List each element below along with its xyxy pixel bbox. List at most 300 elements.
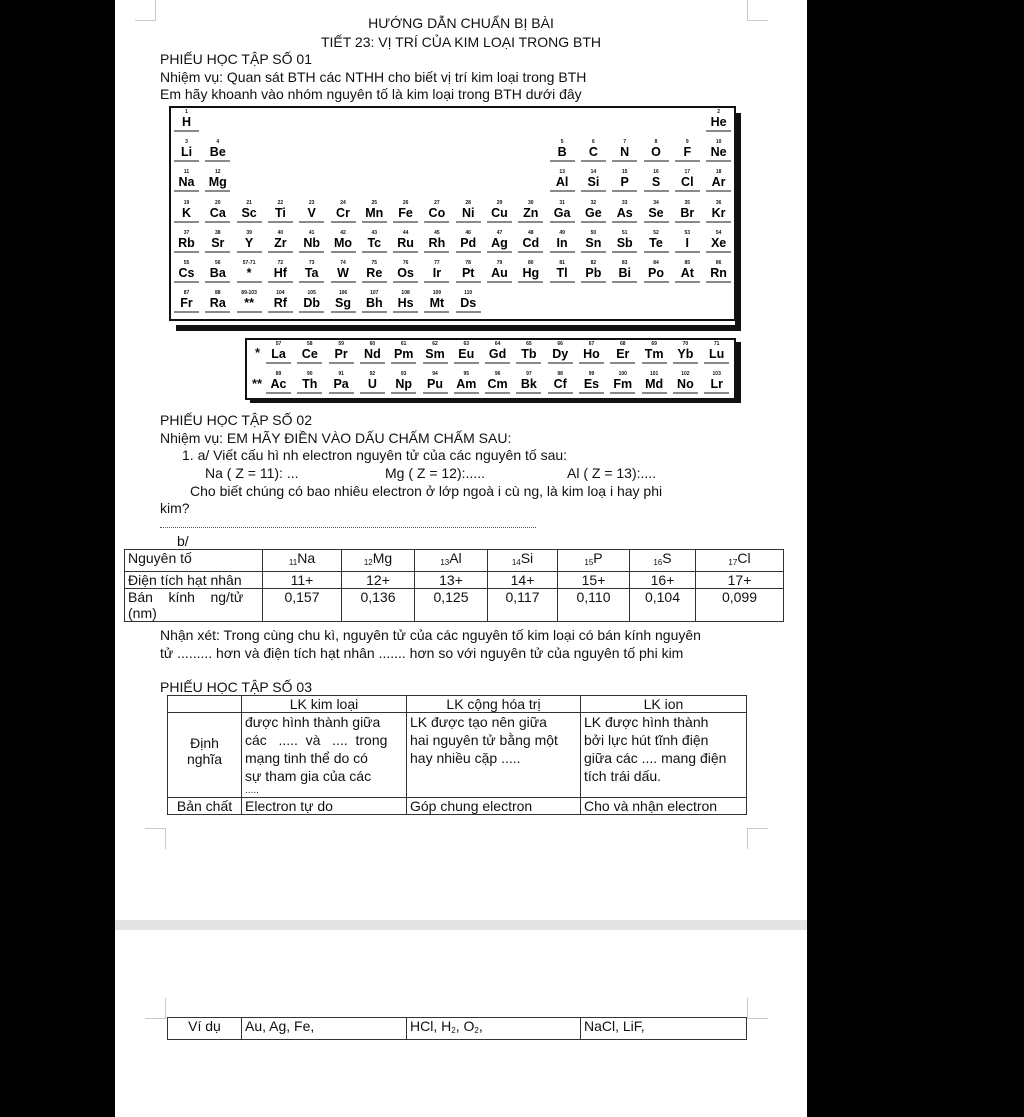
- atomic-number: 37: [183, 229, 190, 236]
- atomic-number: 9: [685, 139, 689, 146]
- atomic-number: 35: [684, 199, 691, 206]
- element-symbol: Hf: [273, 266, 287, 280]
- element-symbol: Bk: [520, 377, 537, 391]
- atomic-number: 89: [275, 371, 282, 377]
- element-symbol: Hg: [522, 266, 540, 280]
- table-row: [168, 798, 747, 815]
- element-symbol: Er: [616, 347, 630, 361]
- col-header-covalent: LK cộng hóa trị: [407, 696, 581, 713]
- atomic-number: 5: [560, 139, 564, 146]
- example-covalent-cell: [407, 1018, 581, 1040]
- periodic-table: [171, 108, 741, 332]
- element-symbol: Tc: [367, 235, 382, 250]
- crop-mark: [145, 998, 166, 1019]
- atomic-number: 100: [618, 371, 627, 377]
- atomic-number: 87: [183, 290, 190, 297]
- element-symbol: Sc: [241, 205, 257, 220]
- element-symbol: Os: [397, 266, 414, 280]
- element-symbol: O: [651, 145, 661, 160]
- atomic-number: 57-71: [242, 260, 256, 266]
- element-symbol: Kr: [711, 205, 726, 220]
- element-symbol: Cd: [522, 235, 540, 250]
- atomic-number: 72: [277, 260, 284, 266]
- element-symbol: Ti: [274, 205, 286, 220]
- atomic-number: 61: [400, 341, 407, 347]
- atomic-number: 55: [183, 260, 190, 266]
- sheet2-q1a: 1. a/ Viết cấu hì nh electron nguyên tử của các nguyên tố sau:: [182, 447, 568, 463]
- atomic-number: 38: [215, 229, 221, 236]
- charge-cell: 14+: [488, 572, 558, 589]
- sheet2-remark: Nhận xét: Trong cùng chu kì, nguyên tử của các nguyên tố kim loại có bán kính nguyên: [160, 627, 701, 643]
- f-block-table: [245, 338, 741, 404]
- atomic-number: 17: [684, 169, 691, 176]
- formula-text: HCl, H: [410, 1018, 452, 1034]
- col-header-ionic: LK ion: [581, 696, 747, 713]
- element-symbol: Cf: [553, 377, 567, 391]
- atomic-number: 95: [463, 371, 470, 377]
- element-symbol: Co: [428, 205, 446, 220]
- element-cell: [488, 550, 558, 572]
- atomic-number: 29: [496, 199, 503, 206]
- atomic-number: 8: [654, 139, 658, 146]
- formula-subscript: 2: [474, 1026, 479, 1035]
- atomic-number: 15: [621, 169, 628, 176]
- atomic-number: 17: [728, 558, 738, 567]
- element-symbol: *: [246, 266, 252, 280]
- table-shadow: [176, 325, 741, 331]
- element-symbol: Eu: [458, 347, 475, 361]
- sheet1-heading: PHIẾU HỌC TẬP SỐ 01: [160, 51, 312, 67]
- atomic-number: 91: [338, 371, 344, 377]
- element-symbol: Pa: [333, 377, 349, 391]
- atomic-number: 66: [557, 341, 563, 347]
- formula-subscript: 2: [451, 1026, 456, 1035]
- sheet2-remark-2: tử ......... hơn và điện tích hạt nhân ....... hơn so với nguyên tử của nguyên tố phi kim: [160, 645, 684, 661]
- atomic-number: 88: [215, 290, 221, 297]
- element-symbol: Fe: [398, 205, 413, 220]
- sheet2-mg: Mg ( Z = 12):.....: [385, 465, 485, 481]
- element-symbol: Bi: [618, 266, 631, 280]
- formula-text: , O: [455, 1018, 475, 1034]
- atomic-number: 104: [276, 290, 285, 297]
- element-cell: [696, 550, 784, 572]
- example-ionic-cell: NaCl, LiF,: [581, 1018, 747, 1040]
- element-symbol: Zn: [523, 205, 539, 220]
- element-symbol: F: [683, 145, 692, 160]
- cell-line: hay nhiều cặp .....: [410, 750, 521, 766]
- atomic-number: 86: [715, 260, 722, 266]
- atomic-number: 71: [713, 341, 720, 347]
- table-header-cell: Nguyên tố: [125, 550, 263, 572]
- cell-line: giữa các .... mang điện: [584, 750, 727, 766]
- atomic-number: 63: [463, 341, 470, 347]
- element-symbol: Xe: [710, 235, 727, 250]
- charge-cell: 17+: [696, 572, 784, 589]
- element-symbol: Rn: [710, 266, 727, 280]
- radius-cell: 0,110: [558, 589, 630, 622]
- element-symbol: No: [677, 377, 694, 391]
- atomic-number: 43: [371, 229, 378, 236]
- element-symbol: Nb: [303, 235, 321, 250]
- atomic-number: 69: [651, 341, 657, 347]
- atomic-number: 78: [465, 260, 471, 266]
- atomic-number: 22: [277, 199, 284, 206]
- doc-title: HƯỚNG DẪN CHUẨN BỊ BÀI: [368, 15, 554, 31]
- atomic-number: 52: [653, 229, 659, 236]
- atomic-number: 54: [715, 229, 722, 236]
- element-symbol: As: [616, 205, 633, 220]
- table-row: [125, 572, 784, 589]
- atomic-number: 53: [684, 229, 691, 236]
- atomic-number: 64: [494, 341, 501, 347]
- charge-cell: 13+: [415, 572, 488, 589]
- element-symbol: H: [181, 115, 192, 129]
- cell-line: được hình thành giữa: [245, 714, 381, 730]
- element-symbol: N: [620, 145, 630, 160]
- atomic-number: 65: [526, 341, 532, 347]
- atomic-number: 30: [528, 199, 534, 206]
- document-page-1: [115, 0, 807, 920]
- element-cell: [415, 550, 488, 572]
- element-symbol: Ds: [460, 296, 477, 311]
- element-symbol: Al: [555, 175, 569, 190]
- radius-table: [124, 549, 784, 622]
- atomic-number: 4: [216, 139, 220, 146]
- atomic-number: 42: [340, 229, 346, 236]
- atomic-number: 97: [526, 371, 532, 377]
- element-symbol: Db: [303, 296, 321, 311]
- atomic-number: 12: [215, 169, 221, 176]
- page-gap: [115, 920, 807, 930]
- nature-covalent-cell: Góp chung electron: [407, 798, 581, 815]
- element-symbol: Cr: [336, 205, 350, 220]
- cell-line: LK được tạo nên giữa: [410, 714, 547, 730]
- element-symbol: Md: [645, 377, 664, 391]
- atomic-number: 60: [369, 341, 376, 347]
- element-symbol: Ru: [397, 235, 414, 250]
- element-symbol: Tl: [556, 266, 568, 280]
- element-symbol: Tm: [644, 347, 664, 361]
- atomic-number: 56: [215, 260, 221, 266]
- element-symbol: Dy: [552, 347, 569, 361]
- table-border: [169, 106, 736, 321]
- element-symbol: Po: [648, 266, 664, 280]
- element-symbol: Ir: [432, 266, 442, 280]
- element-symbol: Pb: [585, 266, 602, 280]
- element-symbol: Ac: [270, 377, 287, 391]
- element-symbol: Mg: [372, 550, 393, 566]
- atomic-number: 2: [717, 109, 720, 115]
- element-symbol: Pm: [393, 347, 414, 361]
- atomic-number: 109: [432, 290, 442, 297]
- atomic-number: 101: [649, 371, 659, 377]
- atomic-number: 51: [621, 229, 628, 236]
- bond-table-continued: [167, 1017, 747, 1040]
- atomic-number: 89-103: [241, 290, 257, 297]
- formula-text: ,: [478, 1018, 483, 1034]
- cell-line: bởi lực hút tĩnh điện: [584, 732, 709, 748]
- element-symbol: Si: [520, 550, 534, 566]
- radius-cell: 0,125: [415, 589, 488, 622]
- atomic-number: 81: [559, 260, 565, 266]
- element-symbol: Fr: [180, 296, 193, 311]
- bond-table: [167, 695, 747, 815]
- sheet2-q1a-cont-2: kim?: [160, 500, 190, 516]
- atomic-number: 75: [371, 260, 378, 266]
- element-symbol: Cl: [737, 550, 751, 566]
- element-symbol: Rb: [178, 235, 195, 250]
- element-symbol: P: [620, 175, 629, 190]
- element-symbol: Ca: [209, 205, 226, 220]
- element-symbol: Ga: [553, 205, 571, 220]
- table-row: [168, 696, 747, 713]
- element-symbol: P: [593, 550, 603, 566]
- element-symbol: **: [244, 296, 254, 311]
- atomic-number: 84: [653, 260, 659, 266]
- element-symbol: Gd: [488, 347, 507, 361]
- element-symbol: Ba: [209, 266, 226, 280]
- element-symbol: Li: [180, 145, 193, 160]
- element-symbol: S: [651, 175, 661, 190]
- atomic-number: 92: [369, 371, 376, 377]
- sheet2-na: Na ( Z = 11): ...: [205, 465, 299, 481]
- row-label: [125, 589, 263, 622]
- radius-cell: 0,104: [630, 589, 696, 622]
- element-symbol: Ta: [304, 266, 319, 280]
- atomic-number: 50: [590, 229, 597, 236]
- doc-subtitle: TIẾT 23: VỊ TRÍ CỦA KIM LOẠI TRONG BTH: [320, 34, 602, 50]
- atomic-number: 27: [434, 199, 440, 206]
- row-label: Ví dụ: [168, 1018, 242, 1040]
- crop-mark: [747, 998, 768, 1019]
- atomic-number: 73: [308, 260, 315, 266]
- atomic-number: 99: [588, 371, 595, 377]
- atomic-number: 47: [496, 229, 503, 236]
- element-symbol: Rh: [428, 235, 446, 250]
- atomic-number: 13: [440, 558, 450, 567]
- sheet2-al: Al ( Z = 13):....: [567, 465, 657, 481]
- atomic-number: 96: [494, 371, 501, 377]
- element-symbol: Np: [395, 377, 413, 391]
- cell-line: tích trái dấu.: [584, 768, 662, 784]
- atomic-number: 46: [465, 229, 471, 236]
- atomic-number: 79: [496, 260, 503, 266]
- element-symbol: Fm: [613, 377, 633, 391]
- charge-cell: 16+: [630, 572, 696, 589]
- atomic-number: 40: [277, 229, 284, 236]
- atomic-number: 1: [185, 109, 188, 115]
- atomic-number: 3: [185, 139, 188, 146]
- atomic-number: 7: [623, 139, 627, 146]
- atomic-number: 20: [215, 199, 221, 206]
- col-header-metal: LK kim loại: [242, 696, 407, 713]
- atomic-number: 90: [307, 371, 313, 377]
- element-symbol: S: [662, 550, 672, 566]
- element-symbol: Re: [366, 266, 383, 280]
- element-symbol: Au: [491, 266, 508, 280]
- atomic-number: 39: [246, 229, 252, 236]
- table-shadow: [736, 342, 741, 403]
- element-symbol: Cs: [178, 266, 195, 280]
- atomic-number: 105: [307, 290, 316, 297]
- element-symbol: V: [307, 205, 316, 220]
- element-symbol: Lr: [710, 377, 723, 391]
- element-symbol: I: [685, 235, 690, 250]
- element-symbol: Mt: [429, 296, 445, 311]
- element-symbol: Nd: [364, 347, 381, 361]
- atomic-number: 110: [464, 290, 473, 297]
- atomic-number: 26: [402, 199, 409, 206]
- atomic-number: 70: [682, 341, 689, 347]
- element-symbol: Yb: [677, 347, 694, 361]
- element-symbol: C: [588, 145, 598, 160]
- atomic-number: 16: [653, 558, 663, 567]
- cell-line: LK được hình thành: [584, 714, 709, 730]
- element-symbol: Sm: [425, 347, 445, 361]
- element-cell: [342, 550, 415, 572]
- atomic-number: 67: [588, 341, 595, 347]
- atomic-number: 15: [584, 558, 594, 567]
- atomic-number: 25: [371, 199, 378, 206]
- row-label: Bản chất: [168, 798, 242, 815]
- atomic-number: 108: [401, 290, 410, 297]
- element-symbol: Te: [649, 235, 663, 250]
- row-label-line: nghĩa: [186, 751, 223, 767]
- element-symbol: W: [337, 266, 349, 280]
- atomic-number: 93: [400, 371, 407, 377]
- atomic-number: 106: [338, 290, 348, 297]
- atomic-number: 14: [511, 558, 521, 567]
- element-symbol: Na: [178, 175, 195, 190]
- atomic-number: 62: [432, 341, 438, 347]
- atomic-number: 34: [653, 199, 659, 206]
- radius-cell: 0,117: [488, 589, 558, 622]
- element-symbol: Ce: [301, 347, 318, 361]
- crop-mark: [747, 828, 768, 849]
- example-metal-cell: Au, Ag, Fe,: [242, 1018, 407, 1040]
- element-symbol: Pt: [461, 266, 475, 280]
- element-symbol: Es: [583, 377, 600, 391]
- atomic-number: 16: [653, 169, 659, 176]
- row-label: Điện tích hạt nhân: [125, 572, 263, 589]
- charge-cell: 12+: [342, 572, 415, 589]
- table-row: [125, 589, 784, 622]
- def-ionic-cell: [581, 713, 747, 798]
- atomic-number: 21: [246, 199, 252, 206]
- sheet2-heading: PHIẾU HỌC TẬP SỐ 02: [160, 412, 312, 428]
- element-symbol: Th: [302, 377, 318, 391]
- atomic-number: 98: [557, 371, 563, 377]
- element-symbol: He: [710, 115, 727, 129]
- element-symbol: Br: [680, 205, 695, 220]
- sheet1-instruction: Em hãy khoanh vào nhóm nguyên tố là kim loại trong BTH dưới đây: [160, 86, 582, 102]
- element-cell: [630, 550, 696, 572]
- cell-line: sự tham gia của các: [245, 768, 372, 784]
- element-symbol: Ra: [209, 296, 226, 311]
- radius-cell: 0,157: [263, 589, 342, 622]
- element-symbol: Tb: [521, 347, 537, 361]
- atomic-number: 80: [528, 260, 534, 266]
- row-label-line: Định: [190, 735, 219, 751]
- atomic-number: 24: [340, 199, 346, 206]
- atomic-number: 107: [370, 290, 379, 297]
- element-symbol: Pd: [460, 235, 477, 250]
- row-label-line: Bán kính ng/tử: [128, 589, 244, 605]
- element-symbol: B: [557, 145, 567, 160]
- element-symbol: Sr: [211, 235, 225, 250]
- atomic-number: 49: [559, 229, 565, 236]
- element-symbol: Na: [297, 550, 316, 566]
- atomic-number: 83: [621, 260, 628, 266]
- element-symbol: Ne: [710, 145, 727, 160]
- atomic-number: 10: [715, 139, 722, 146]
- element-symbol: Al: [449, 550, 462, 566]
- element-symbol: Bh: [365, 296, 383, 311]
- element-symbol: Cm: [487, 377, 508, 391]
- atomic-number: 18: [715, 169, 722, 176]
- element-symbol: Pr: [334, 347, 348, 361]
- nature-metal-cell: Electron tự do: [242, 798, 407, 815]
- element-cell: [263, 550, 342, 572]
- charge-cell: 15+: [558, 572, 630, 589]
- atomic-number: 58: [307, 341, 313, 347]
- sheet2-q1b: b/: [177, 533, 189, 549]
- element-symbol: U: [367, 377, 377, 391]
- atomic-number: 103: [712, 371, 721, 377]
- element-cell: [558, 550, 630, 572]
- atomic-number: 77: [434, 260, 440, 266]
- atomic-number: 44: [402, 229, 409, 236]
- element-symbol: Se: [648, 205, 664, 220]
- actinide-marker: **: [252, 376, 263, 391]
- table-row: [168, 713, 747, 798]
- atomic-number: 14: [590, 169, 597, 176]
- def-metal-cell: [242, 713, 407, 798]
- element-symbol: Ho: [583, 347, 600, 361]
- element-symbol: Mo: [333, 235, 353, 250]
- atomic-number: 32: [590, 199, 597, 206]
- element-symbol: Sg: [335, 296, 351, 311]
- element-symbol: Sn: [585, 235, 602, 250]
- atomic-number: 11: [183, 169, 190, 176]
- atomic-number: 68: [620, 341, 626, 347]
- sheet1-task: Nhiệm vụ: Quan sát BTH các NTHH cho biết vị trí kim loại trong BTH: [160, 69, 587, 85]
- row-label: [168, 713, 242, 798]
- element-symbol: In: [556, 235, 568, 250]
- element-symbol: At: [680, 266, 694, 280]
- element-symbol: Mg: [208, 175, 227, 190]
- atomic-number: 6: [592, 139, 595, 146]
- element-symbol: La: [271, 347, 286, 361]
- atomic-number: 12: [363, 558, 373, 567]
- element-symbol: Y: [244, 235, 254, 250]
- atomic-number: 33: [621, 199, 628, 206]
- element-symbol: Zr: [274, 235, 287, 250]
- element-symbol: Rf: [273, 296, 287, 311]
- document-page-2: [115, 930, 807, 1117]
- element-symbol: Hs: [397, 296, 414, 311]
- atomic-number: 76: [402, 260, 409, 266]
- element-symbol: Lu: [709, 347, 725, 361]
- cell-line: mạng tinh thể do có: [245, 750, 368, 766]
- radius-cell: 0,099: [696, 589, 784, 622]
- atomic-number: 102: [681, 371, 690, 377]
- element-symbol: Ge: [585, 205, 602, 220]
- cell-line: các ..... và .... trong: [245, 732, 388, 748]
- element-symbol: Ar: [711, 175, 726, 190]
- sheet2-q1a-cont: Cho biết chúng có bao nhiêu electron ở lớp ngoà i cù ng, là kim loạ i hay phi: [190, 483, 663, 499]
- corner-cell: [168, 696, 242, 713]
